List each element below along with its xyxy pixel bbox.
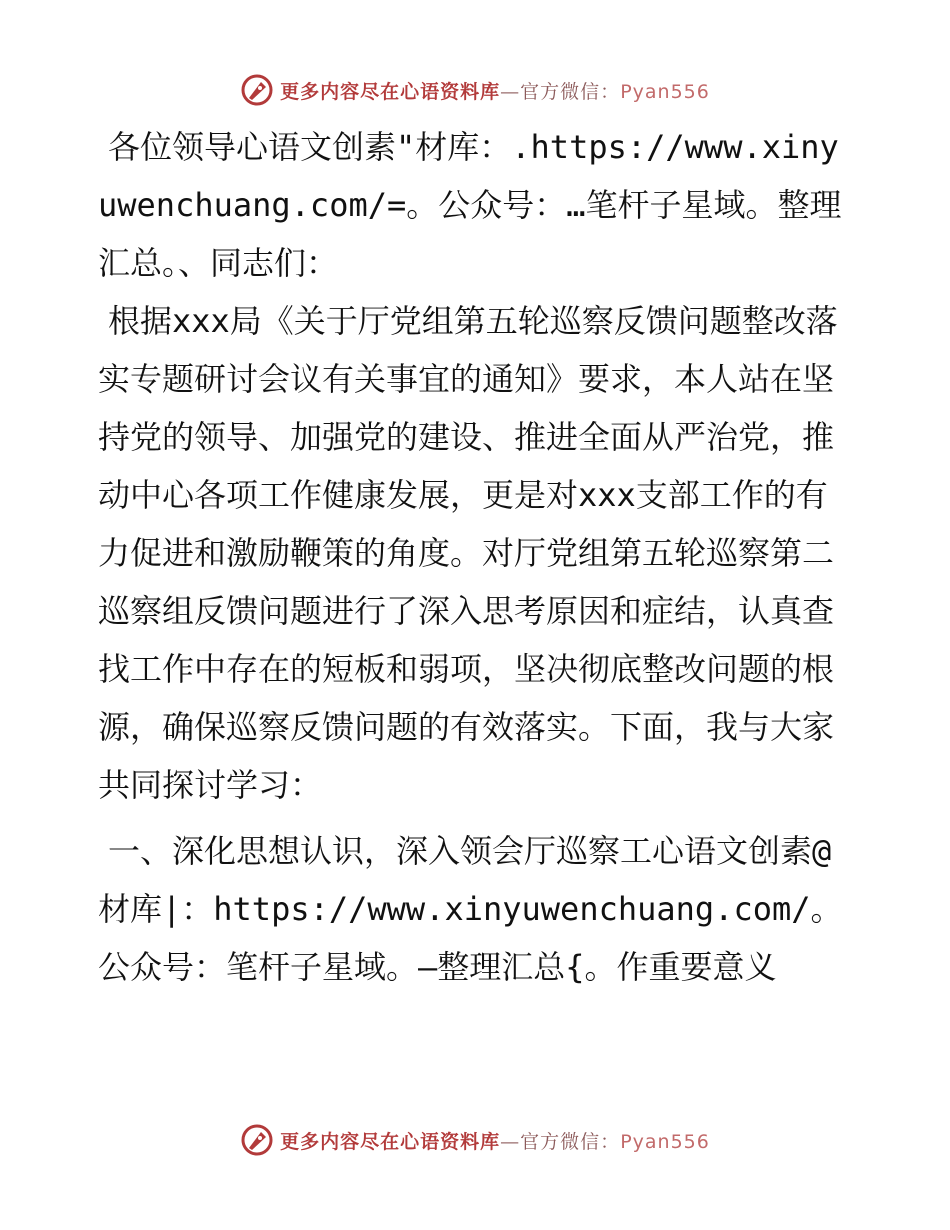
paragraph-section-one: 一、深化思想认识，深入领会厅巡察工心语文创素@材库|：https://www.xinyuwenchuang.com/。公众号：笔杆子星域。—整理汇总{。作重要意义 [98, 832, 843, 986]
footer-wechat-id: Pyan556 [620, 1130, 710, 1153]
header-site-text: 更多内容尽在心语资料库 [280, 80, 501, 103]
footer-watermark-banner [0, 1120, 950, 1160]
header-wechat-id: Pyan556 [620, 80, 710, 103]
footer-site-text: 更多内容尽在心语资料库 [280, 1130, 501, 1153]
header-dash: — [500, 80, 521, 103]
paragraph-intro: 根据xxx局《关于厅党组第五轮巡察反馈问题整改落实专题研讨会议有关事宜的通知》要求，本人站在坚持党的领导、加强党的建设、推进全面从严治党，推动中心各项工作健康发展，更是对xxx支部工作的有力促进和激励鞭策的角度。对厅党组第五轮巡察第二巡察组反馈问题进行了深入思考原因和症结，认真查找工作中存在的短板和弱项，坚决彻底整改问题的根源，确保巡察反馈问题的有效落实。下面，我与大家共同探讨学习： [98, 302, 838, 804]
header-watermark-text [280, 77, 710, 104]
document-body [98, 118, 858, 1004]
paragraph-salutation: 各位领导心语文创素"材库：.https://www.xinyuwenchuang.com/=。公众号：…笔杆子星域。整理汇总。、同志们： [98, 128, 842, 282]
header-wechat-label: 官方微信： [520, 80, 621, 103]
footer-watermark-text [280, 1127, 710, 1154]
header-watermark-banner [0, 70, 950, 110]
footer-dash: — [500, 1130, 521, 1153]
pen-nib-logo-icon [240, 73, 274, 107]
footer-wechat-label: 官方微信： [520, 1130, 621, 1153]
pen-nib-logo-icon [240, 1123, 274, 1157]
